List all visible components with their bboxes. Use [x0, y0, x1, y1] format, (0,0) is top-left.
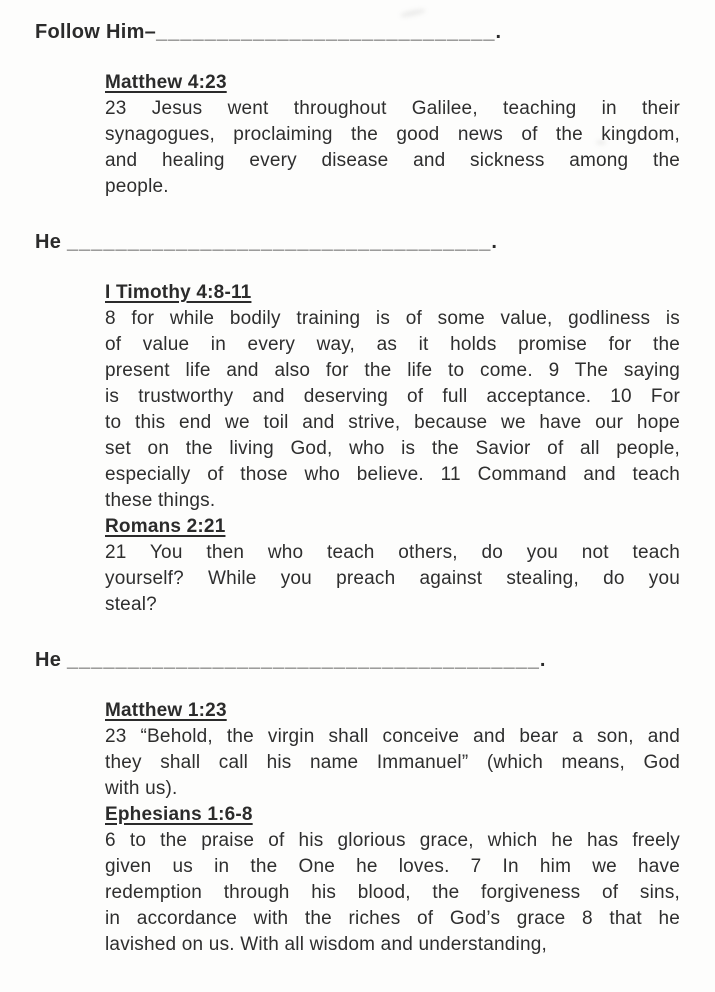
passage-line: with us).: [105, 778, 178, 799]
passage-reference: Matthew 4:23: [105, 72, 227, 93]
passage-line: 6 to the praise of his glorious grace, which he has freely: [105, 830, 680, 851]
fill-in-prompt: [35, 228, 677, 256]
passage-reference: I Timothy 4:8-11: [105, 282, 252, 303]
passage-reference: Ephesians 1:6-8: [105, 804, 253, 825]
passage-line: lavished on us. With all wisdom and understanding,: [105, 934, 547, 955]
passage-line: 23 “Behold, the virgin shall conceive and bear a son, and: [105, 726, 680, 747]
prompt-period: .: [539, 649, 546, 671]
passage-group: [105, 70, 680, 200]
passage-reference: Romans 2:21: [105, 516, 226, 537]
passage-line: redemption through his blood, the forgiveness of sins,: [105, 882, 680, 903]
answer-blank: _______________________________________: [67, 649, 540, 671]
passage-line: especially of those who believe. 11 Command and teach: [105, 464, 680, 485]
prompt-label: He: [35, 649, 68, 671]
passage-group: [105, 280, 680, 618]
passage-line: people.: [105, 176, 169, 197]
passage-line: yourself? While you preach against stealing, do you: [105, 568, 680, 589]
answer-blank: ____________________________: [156, 21, 496, 43]
passage-line: synagogues, proclaiming the good news of the kingdom,: [105, 124, 680, 145]
passage-reference: Matthew 1:23: [105, 700, 227, 721]
passage-line: these things.: [105, 490, 216, 511]
passage-line: set on the living God, who is the Savior of all people,: [105, 438, 680, 459]
scripture-passage-1-timothy-4-8-11: [105, 280, 680, 514]
passage-line: is trustworthy and deserving of full acceptance. 10 For: [105, 386, 680, 407]
passage-group: [105, 698, 680, 958]
scripture-passage-romans-2-21: [105, 514, 680, 618]
passage-line: steal?: [105, 594, 157, 615]
passage-line: 8 for while bodily training is of some value, godliness is: [105, 308, 680, 329]
scan-artifact: [596, 140, 606, 145]
fill-in-prompt: [35, 18, 677, 46]
prompt-period: .: [491, 231, 498, 253]
passage-line: 23 Jesus went throughout Galilee, teaching in their: [105, 98, 680, 119]
passage-line: and healing every disease and sickness among the: [105, 150, 680, 171]
passage-line: in accordance with the riches of God’s grace 8 that he: [105, 908, 680, 929]
scripture-passage-matthew-4-23: [105, 70, 680, 200]
passage-line: of value in every way, as it holds promise for the: [105, 334, 680, 355]
worksheet-section-follow-him: [35, 18, 680, 200]
scan-artifact: [400, 7, 427, 18]
worksheet-section-he-1: [35, 228, 680, 618]
passage-line: given us in the One he loves. 7 In him we have: [105, 856, 680, 877]
prompt-label: Follow Him–: [35, 21, 157, 43]
passage-line: to this end we toil and strive, because we have our hope: [105, 412, 680, 433]
prompt-period: .: [495, 21, 502, 43]
answer-blank: ___________________________________: [67, 231, 492, 253]
worksheet-section-he-2: [35, 646, 680, 958]
prompt-label: He: [35, 231, 68, 253]
scripture-passage-ephesians-1-6-8: [105, 802, 680, 958]
fill-in-prompt: [35, 646, 677, 674]
scripture-passage-matthew-1-23: [105, 698, 680, 802]
passage-line: present life and also for the life to come. 9 The saying: [105, 360, 680, 381]
passage-line: they shall call his name Immanuel” (which means, God: [105, 752, 680, 773]
passage-line: 21 You then who teach others, do you not teach: [105, 542, 680, 563]
